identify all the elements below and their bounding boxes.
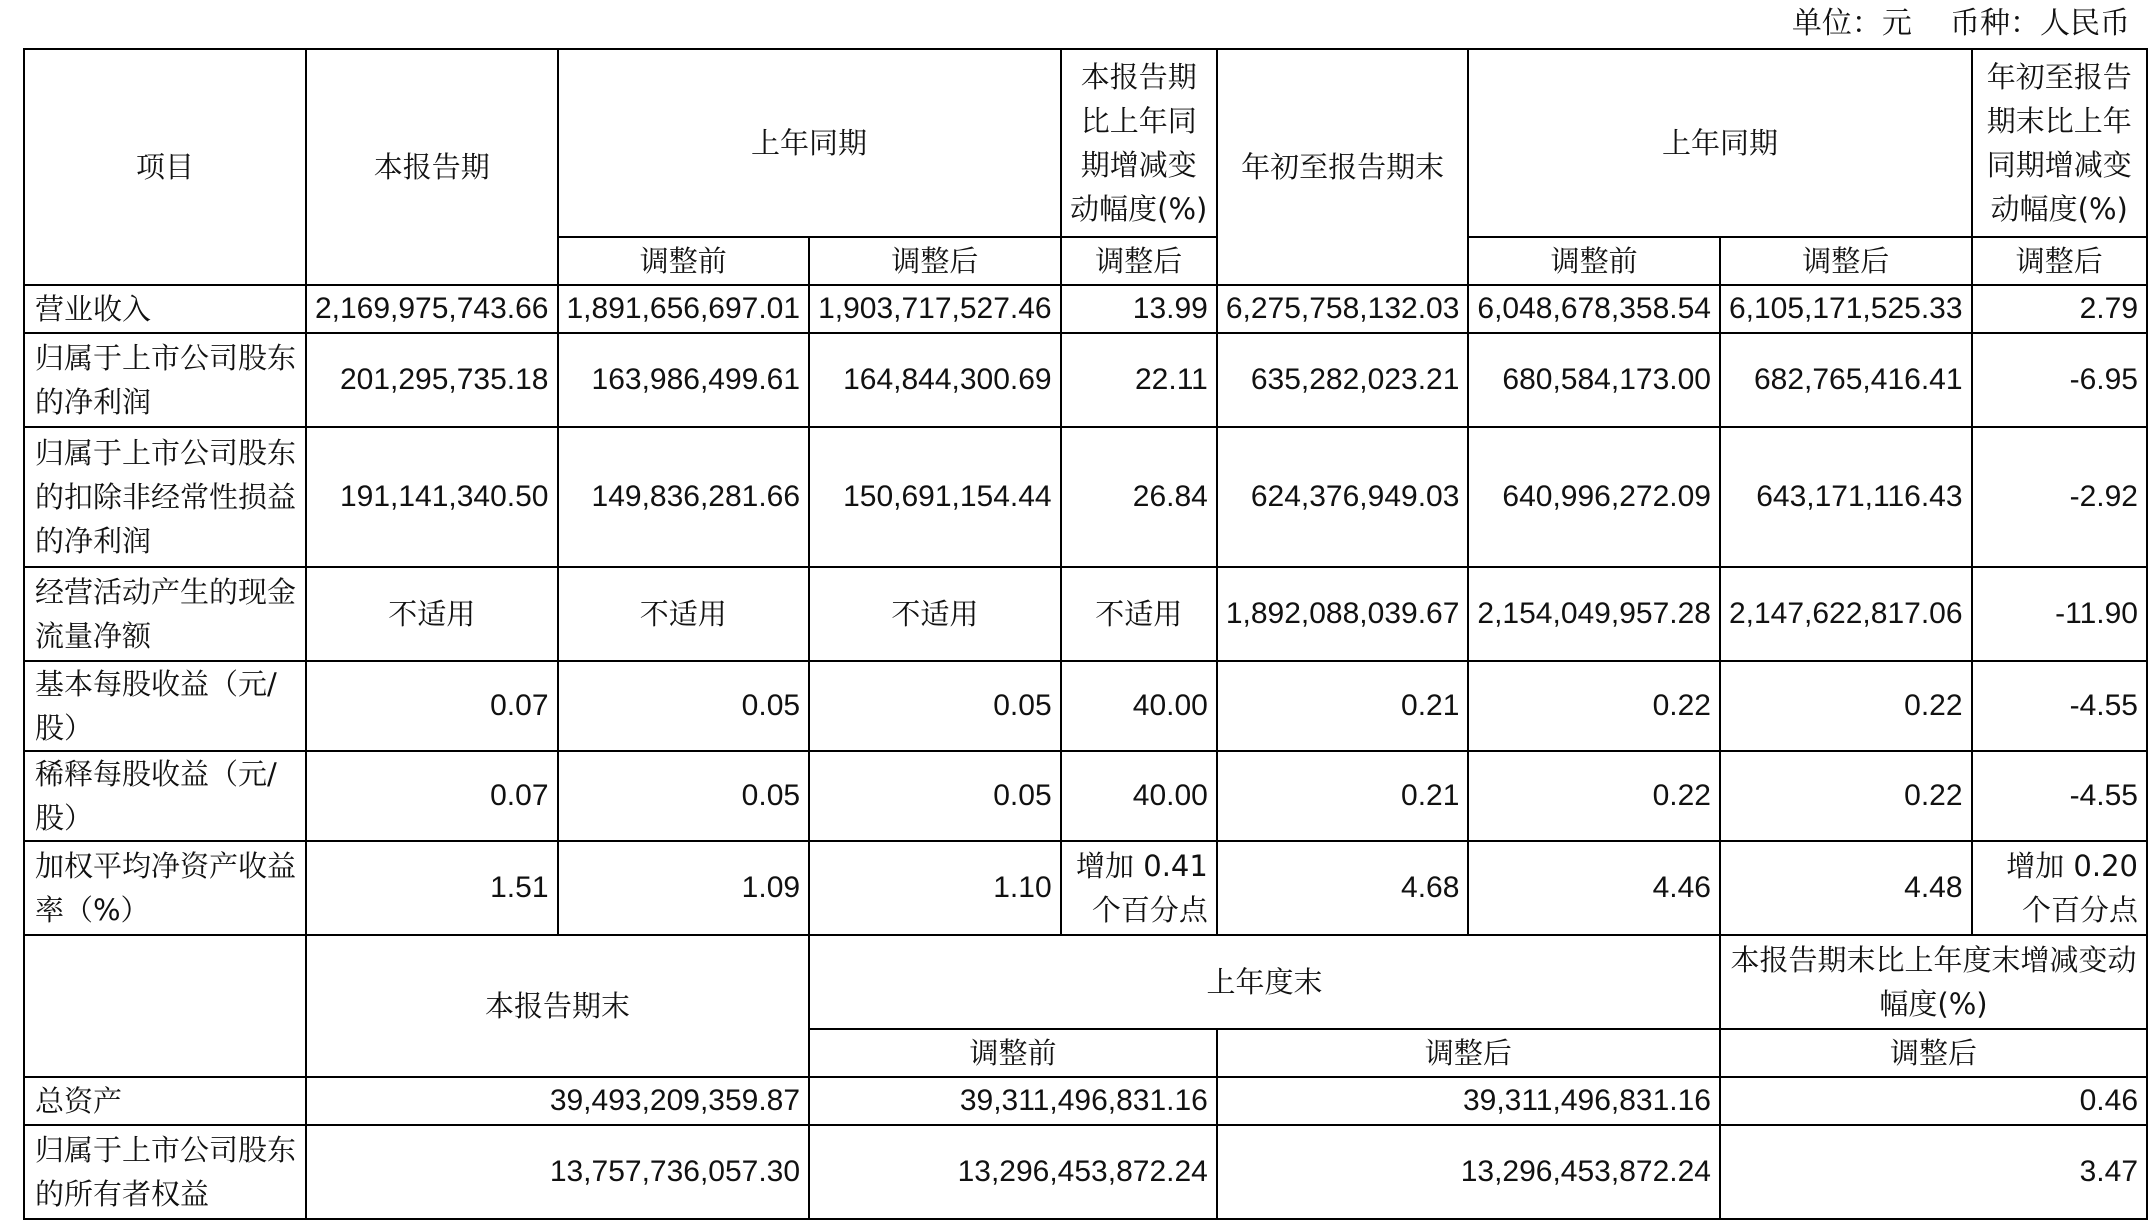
- cell-value: 不适用: [306, 567, 558, 661]
- unit-currency-note: 单位：元 币种：人民币: [1791, 6, 2130, 41]
- cell-value: 643,171,116.43: [1720, 427, 1972, 567]
- header-same-period-last-year-ytd: 上年同期: [1468, 49, 1971, 237]
- bottom-header-blank: [24, 935, 306, 1077]
- header-last-year-end: 上年度末: [809, 935, 1720, 1029]
- cell-value: 4.68: [1217, 841, 1469, 935]
- cell-value: 1.09: [558, 841, 810, 935]
- header-same-period-last-year: 上年同期: [558, 49, 1061, 237]
- cell-value: 不适用: [558, 567, 810, 661]
- cell-value: 4.48: [1720, 841, 1972, 935]
- cell-value: 6,105,171,525.33: [1720, 285, 1972, 333]
- header-change-rate-ytd: 年初至报告期末比上年同期增减变动幅度(%): [1972, 49, 2147, 237]
- subheader-before-adjust: 调整前: [809, 1029, 1217, 1077]
- subheader-after-adjust: 调整后: [1720, 237, 1972, 285]
- cell-value: 164,844,300.69: [809, 333, 1061, 427]
- cell-value: 635,282,023.21: [1217, 333, 1469, 427]
- cell-value: 149,836,281.66: [558, 427, 810, 567]
- cell-value: 0.05: [558, 661, 810, 751]
- cell-value: 1,891,656,697.01: [558, 285, 810, 333]
- cell-value: 1,892,088,039.67: [1217, 567, 1469, 661]
- cell-value: 0.46: [1720, 1077, 2147, 1125]
- cell-value: 39,311,496,831.16: [809, 1077, 1217, 1125]
- bottom-header-row: [24, 935, 2147, 1029]
- cell-value: 0.07: [306, 751, 558, 841]
- cell-value: 0.05: [809, 751, 1061, 841]
- header-change-rate-balance: 本报告期末比上年度末增减变动幅度(%): [1720, 935, 2147, 1029]
- table-row: [24, 333, 2147, 427]
- table-row: [24, 751, 2147, 841]
- cell-value: 13.99: [1061, 285, 1217, 333]
- row-label: 营业收入: [24, 285, 306, 333]
- cell-value: 4.46: [1468, 841, 1720, 935]
- table-row: [24, 661, 2147, 751]
- cell-value: 40.00: [1061, 751, 1217, 841]
- cell-value: -4.55: [1972, 751, 2147, 841]
- row-label: 归属于上市公司股东的净利润: [24, 333, 306, 427]
- subheader-before-adjust: 调整前: [1468, 237, 1720, 285]
- row-label: 归属于上市公司股东的所有者权益: [24, 1125, 306, 1219]
- cell-value: 22.11: [1061, 333, 1217, 427]
- cell-value: 682,765,416.41: [1720, 333, 1972, 427]
- cell-value: 增加 0.20 个百分点: [1972, 841, 2147, 935]
- subheader-before-adjust: 调整前: [558, 237, 810, 285]
- table-row: [24, 1077, 2147, 1125]
- cell-value: 640,996,272.09: [1468, 427, 1720, 567]
- cell-value: 3.47: [1720, 1125, 2147, 1219]
- cell-value: 0.07: [306, 661, 558, 751]
- cell-value: 1.10: [809, 841, 1061, 935]
- header-ytd: 年初至报告期末: [1217, 49, 1469, 285]
- subheader-after-adjust: 调整后: [1217, 1029, 1720, 1077]
- cell-value: 39,311,496,831.16: [1217, 1077, 1720, 1125]
- cell-value: -11.90: [1972, 567, 2147, 661]
- cell-value: 0.05: [809, 661, 1061, 751]
- header-period-end: 本报告期末: [306, 935, 809, 1077]
- cell-value: 不适用: [1061, 567, 1217, 661]
- row-label: 基本每股收益（元/股）: [24, 661, 306, 751]
- cell-value: 13,296,453,872.24: [1217, 1125, 1720, 1219]
- cell-value: 39,493,209,359.87: [306, 1077, 809, 1125]
- cell-value: 不适用: [809, 567, 1061, 661]
- cell-value: 2,147,622,817.06: [1720, 567, 1972, 661]
- header-change-rate-quarter: 本报告期比上年同期增减变动幅度(%): [1061, 49, 1217, 237]
- cell-value: 163,986,499.61: [558, 333, 810, 427]
- subheader-after-adjust: 调整后: [1720, 1029, 2147, 1077]
- table-row: [24, 1125, 2147, 1219]
- cell-value: -6.95: [1972, 333, 2147, 427]
- row-label: 加权平均净资产收益率（%）: [24, 841, 306, 935]
- cell-value: 624,376,949.03: [1217, 427, 1469, 567]
- row-label: 稀释每股收益（元/股）: [24, 751, 306, 841]
- cell-value: 13,296,453,872.24: [809, 1125, 1217, 1219]
- cell-value: 0.22: [1720, 751, 1972, 841]
- row-label: 归属于上市公司股东的扣除非经常性损益的净利润: [24, 427, 306, 567]
- cell-value: 6,275,758,132.03: [1217, 285, 1469, 333]
- row-label: 总资产: [24, 1077, 306, 1125]
- table-row: [24, 841, 2147, 935]
- cell-value: 191,141,340.50: [306, 427, 558, 567]
- cell-value: 6,048,678,358.54: [1468, 285, 1720, 333]
- cell-value: 26.84: [1061, 427, 1217, 567]
- cell-value: 13,757,736,057.30: [306, 1125, 809, 1219]
- cell-value: 增加 0.41 个百分点: [1061, 841, 1217, 935]
- cell-value: 0.22: [1720, 661, 1972, 751]
- cell-value: -4.55: [1972, 661, 2147, 751]
- subheader-after-adjust: 调整后: [1972, 237, 2147, 285]
- cell-value: 0.22: [1468, 661, 1720, 751]
- cell-value: 0.21: [1217, 661, 1469, 751]
- cell-value: 150,691,154.44: [809, 427, 1061, 567]
- subheader-after-adjust: 调整后: [1061, 237, 1217, 285]
- cell-value: -2.92: [1972, 427, 2147, 567]
- table-row: [24, 427, 2147, 567]
- cell-value: 1,903,717,527.46: [809, 285, 1061, 333]
- cell-value: 201,295,735.18: [306, 333, 558, 427]
- cell-value: 0.21: [1217, 751, 1469, 841]
- table-row: [24, 285, 2147, 333]
- cell-value: 1.51: [306, 841, 558, 935]
- cell-value: 2.79: [1972, 285, 2147, 333]
- cell-value: 0.05: [558, 751, 810, 841]
- header-item: 项目: [24, 49, 306, 285]
- cell-value: 2,154,049,957.28: [1468, 567, 1720, 661]
- table-row: [24, 567, 2147, 661]
- financial-data-table: [23, 48, 2148, 1220]
- cell-value: 40.00: [1061, 661, 1217, 751]
- subheader-after-adjust: 调整后: [809, 237, 1061, 285]
- cell-value: 2,169,975,743.66: [306, 285, 558, 333]
- cell-value: 680,584,173.00: [1468, 333, 1720, 427]
- cell-value: 0.22: [1468, 751, 1720, 841]
- row-label: 经营活动产生的现金流量净额: [24, 567, 306, 661]
- header-current-period: 本报告期: [306, 49, 558, 285]
- header-row: [24, 49, 2147, 237]
